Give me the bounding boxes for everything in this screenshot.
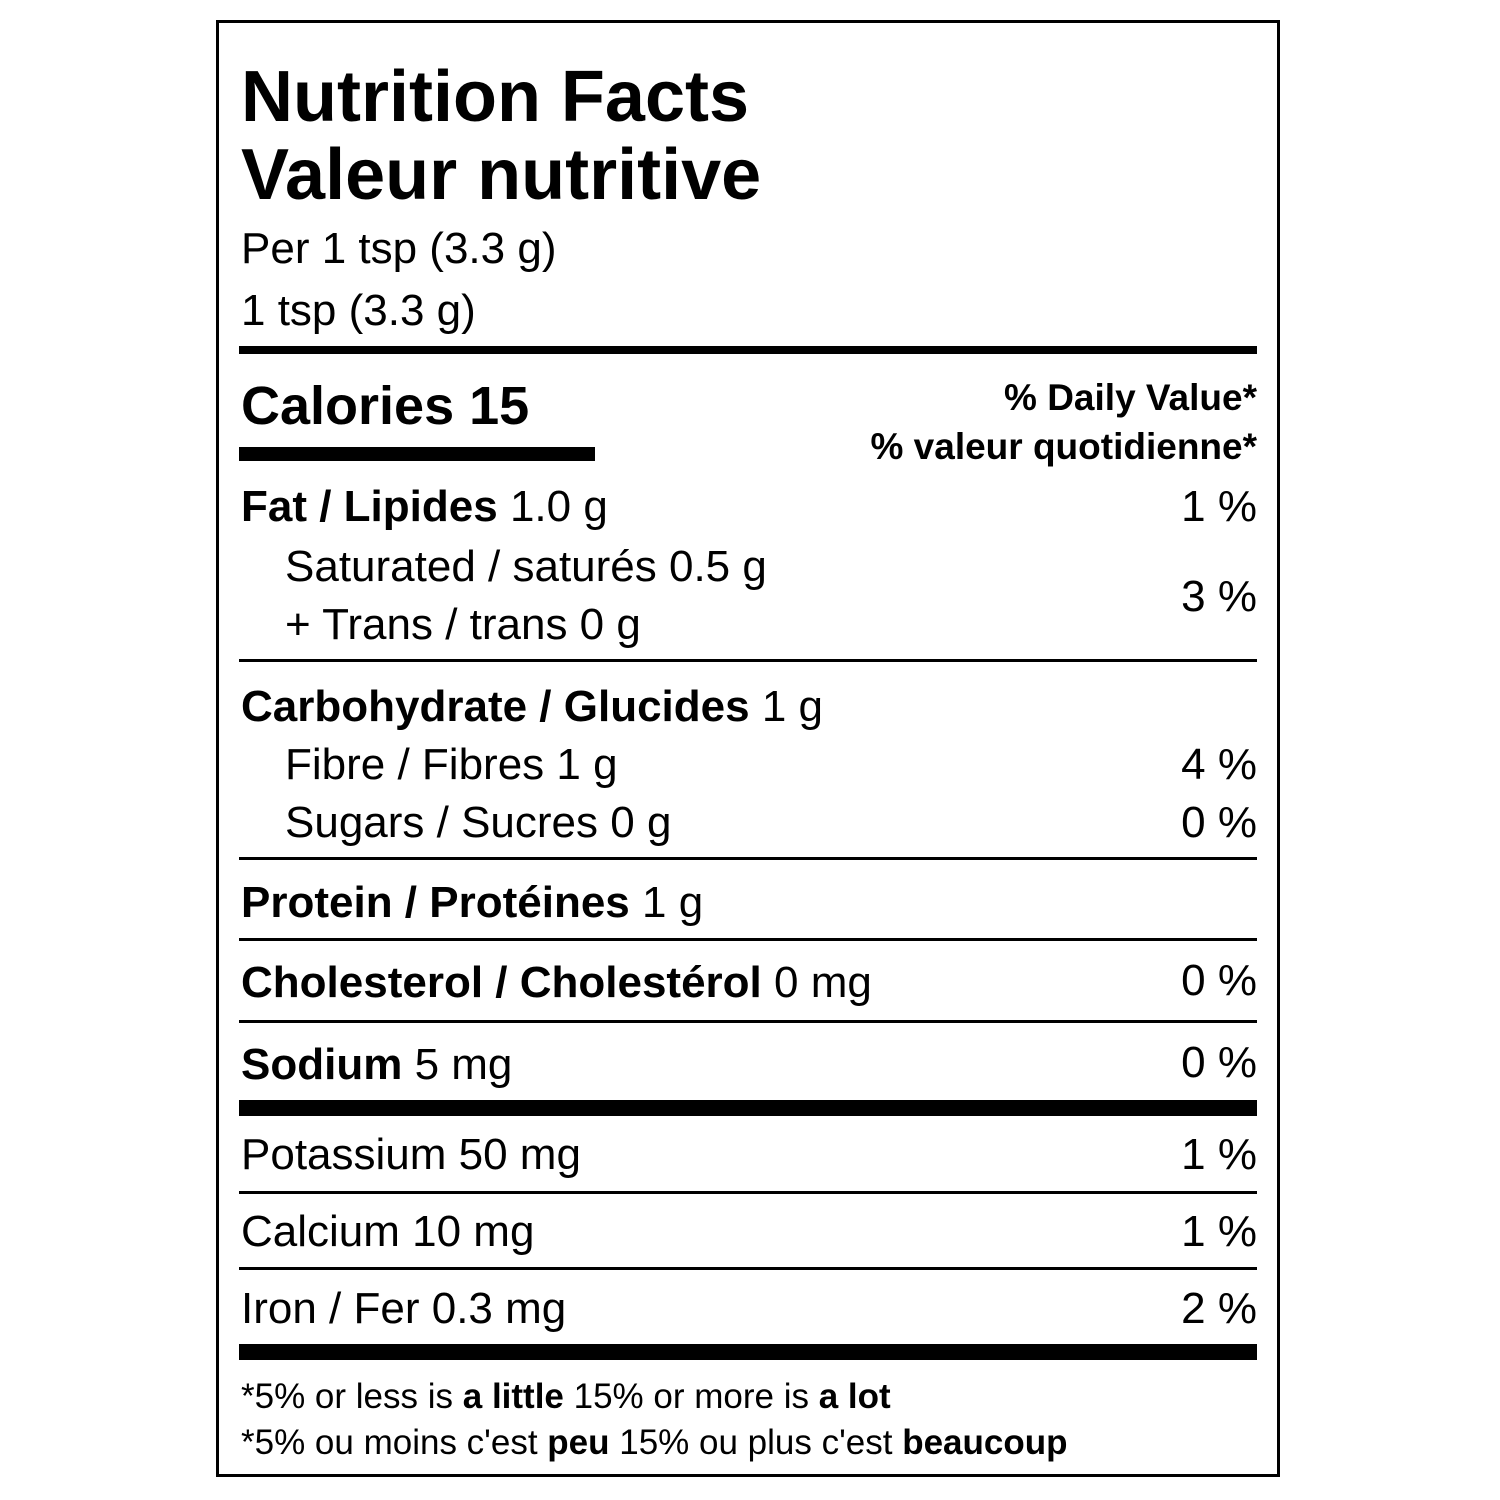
cholesterol-dv: 0 % (1181, 956, 1257, 1005)
divider (239, 857, 1257, 860)
protein-label: Protein / Protéines (241, 878, 630, 927)
protein-row (241, 878, 704, 927)
daily-value-header-fr: % valeur quotidienne* (870, 426, 1257, 467)
thick-divider-bottom (239, 1344, 1257, 1360)
divider (239, 1020, 1257, 1023)
cholesterol-row (241, 958, 872, 1007)
fat-row (241, 482, 608, 531)
calories: Calories 15 (241, 376, 530, 436)
footnote-en-part2: 15% or more is (563, 1377, 819, 1416)
iron-row: Iron / Fer 0.3 mg (241, 1284, 567, 1333)
title-fr: Valeur nutritive (241, 135, 762, 215)
footnote-fr-part2: 15% ou plus c'est (609, 1423, 903, 1462)
calcium-row: Calcium 10 mg (241, 1207, 535, 1256)
iron-dv: 2 % (1181, 1284, 1257, 1333)
footnote-en (241, 1379, 891, 1414)
saturated-row: Saturated / saturés 0.5 g (285, 542, 767, 591)
carbohydrate-label: Carbohydrate / Glucides (241, 682, 750, 731)
footnote-en-bold1: a little (462, 1377, 564, 1416)
footnote-en-bold2: a lot (818, 1377, 891, 1416)
fibre-row: Fibre / Fibres 1 g (285, 740, 618, 789)
footnote-fr (241, 1425, 1068, 1460)
divider (239, 659, 1257, 662)
cholesterol-label: Cholesterol / Cholestérol (241, 958, 762, 1007)
serving-size-line1: Per 1 tsp (3.3 g) (241, 224, 557, 273)
nutrition-facts-label (216, 20, 1280, 1477)
trans-row: + Trans / trans 0 g (285, 600, 641, 649)
divider (239, 1191, 1257, 1194)
footnote-fr-bold1: peu (547, 1423, 610, 1462)
cholesterol-amount: 0 mg (774, 958, 872, 1007)
carbohydrate-amount: 1 g (761, 682, 823, 731)
sodium-dv: 0 % (1181, 1038, 1257, 1087)
fat-label: Fat / Lipides (241, 482, 498, 531)
footnote-fr-part1: *5% ou moins c'est (241, 1423, 548, 1462)
daily-value-header-en: % Daily Value* (1004, 377, 1257, 418)
footnote-fr-bold2: beaucoup (902, 1423, 1068, 1462)
divider (239, 1267, 1257, 1270)
calcium-dv: 1 % (1181, 1207, 1257, 1256)
thick-divider (239, 1100, 1257, 1116)
protein-amount: 1 g (642, 878, 704, 927)
calories-underline (239, 447, 595, 461)
fibre-dv: 4 % (1181, 740, 1257, 789)
thick-divider-top (239, 346, 1257, 354)
sodium-label: Sodium (241, 1040, 403, 1089)
sugars-dv: 0 % (1181, 798, 1257, 847)
fat-dv: 1 % (1181, 482, 1257, 531)
potassium-dv: 1 % (1181, 1130, 1257, 1179)
potassium-row: Potassium 50 mg (241, 1130, 581, 1179)
footnote-en-part1: *5% or less is (241, 1377, 463, 1416)
fat-amount: 1.0 g (509, 482, 608, 531)
sodium-row (241, 1040, 513, 1089)
saturated-trans-dv: 3 % (1181, 572, 1257, 621)
title-en: Nutrition Facts (241, 57, 750, 137)
sodium-amount: 5 mg (414, 1040, 513, 1089)
serving-size-line2: 1 tsp (3.3 g) (241, 286, 476, 335)
carbohydrate-row (241, 682, 823, 731)
sugars-row: Sugars / Sucres 0 g (285, 798, 672, 847)
divider (239, 938, 1257, 941)
